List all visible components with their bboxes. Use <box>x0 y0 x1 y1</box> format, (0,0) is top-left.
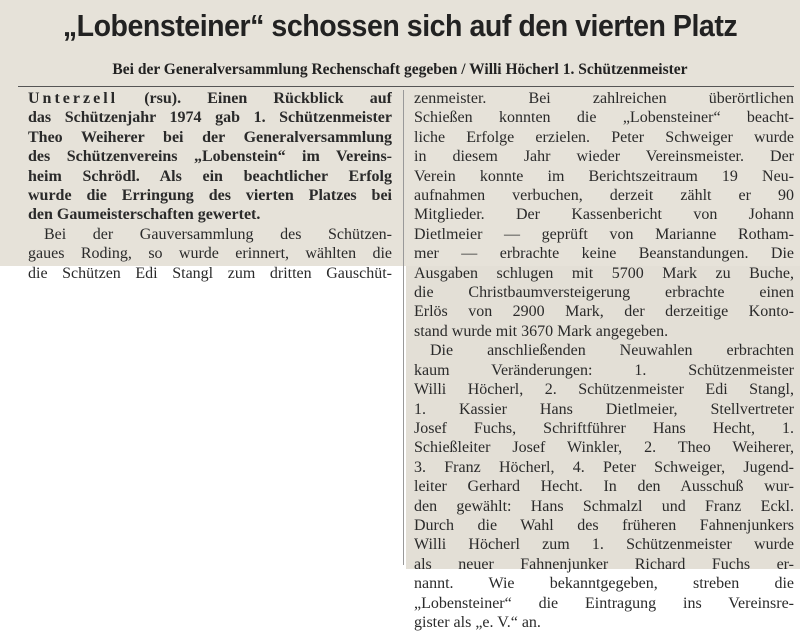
body-line: gaues Roding, so wurde erinnert, wählten die <box>28 245 392 263</box>
column-divider <box>403 90 404 565</box>
article-column-1 <box>28 89 392 283</box>
lead-line: wurde die Erringung des vierten Platzes bei <box>28 187 392 205</box>
body-line: Bei der Gauversammlung des Schützen- <box>44 225 392 243</box>
body-line: Mitglieder. Der Kassenbericht von Johann <box>414 206 794 224</box>
body-line: leiter Gerhard Hecht. In den Ausschuß wur- <box>414 478 794 496</box>
body-line: stand wurde mit 3670 Mark angegeben. <box>414 322 669 340</box>
body-line: Schießen konnten die „Lobensteiner“ beacht- <box>414 109 794 127</box>
body-line: aufnahmen verbuchen, derzeit zählt er 90 <box>414 187 794 205</box>
body-line: Josef Fuchs, Schriftführer Hans Hecht, 1. <box>414 419 794 437</box>
blank-area <box>0 266 406 569</box>
body-line: Durch die Wahl des früheren Fahnenjunkers <box>414 516 794 534</box>
body-line: gister als „e. V.“ an. <box>414 613 541 631</box>
body-line: „Lobensteiner“ die Eintragung ins Vereinsre- <box>414 594 794 612</box>
body-line: Die anschließenden Neuwahlen erbrachten <box>430 342 794 360</box>
divider <box>18 86 794 87</box>
lead-line: das Schützenjahr 1974 gab 1. Schützenmeister <box>28 109 392 127</box>
lead-line: den Gaumeisterschaften gewertet. <box>28 206 261 224</box>
body-line: mer — erbrachte keine Beanstandungen. Die <box>414 245 794 263</box>
body-line: liche Erfolge erzielen. Peter Schweiger wurde <box>414 128 794 146</box>
lead-text: (rsu). Einen Rückblick auf <box>118 90 392 107</box>
body-line: zenmeister. Bei zahlreichen überörtlichen <box>414 90 794 107</box>
body-line: Schießleiter Josef Winkler, 2. Theo Weiherer, <box>414 439 794 457</box>
body-line: Dietlmeier — geprüft von Marianne Rotham- <box>414 225 794 243</box>
dateline-place: Unterzell <box>28 90 119 107</box>
body-line: kaum Veränderungen: 1. Schützenmeister <box>414 361 794 379</box>
body-line: 3. Franz Höcherl, 4. Peter Schweiger, Jugend- <box>414 458 794 476</box>
body-line: Verein konnte im Berichtszeitraum 19 Neu- <box>414 167 794 185</box>
body-line: nannt. Wie bekanntgegeben, streben die <box>414 575 794 593</box>
body-line: Ausgaben schlugen mit 5700 Mark zu Buche, <box>414 264 794 282</box>
lead-line: heim Schrödl. Als ein beachtlicher Erfolg <box>28 167 392 185</box>
lead-line: Theo Weiherer bei der Generalversammlung <box>28 128 392 146</box>
body-line: den gewählt: Hans Schmalzl und Franz Eckl. <box>414 497 794 515</box>
lead-line <box>28 89 392 108</box>
body-line: Willi Höcherl, 2. Schützenmeister Edi Stangl, <box>414 381 794 399</box>
body-line: die Schützen Edi Stangl zum dritten Gauschüt- <box>28 264 392 282</box>
body-line: Willi Höcherl zum 1. Schützenmeister wurde <box>414 536 794 554</box>
lead-line: des Schützenvereins „Lobenstein“ im Vereins- <box>28 148 392 166</box>
body-line: 1. Kassier Hans Dietlmeier, Stellvertreter <box>414 400 794 418</box>
headline: „Lobensteiner“ schossen sich auf den vierten Platz <box>62 8 738 43</box>
subheadline: Bei der Generalversammlung Rechenschaft gegeben / Willi Höcherl 1. Schützenmeister <box>112 61 688 78</box>
body-line: die Christbaumversteigerung erbrachte einen <box>414 284 794 302</box>
body-line: Erlös von 2900 Mark, der derzeitige Konto- <box>414 303 794 321</box>
article-column-2 <box>414 89 794 632</box>
body-line: in diesem Jahr wieder Vereinsmeister. Der <box>414 148 794 166</box>
body-line: als neuer Fahnenjunker Richard Fuchs er- <box>414 555 794 573</box>
